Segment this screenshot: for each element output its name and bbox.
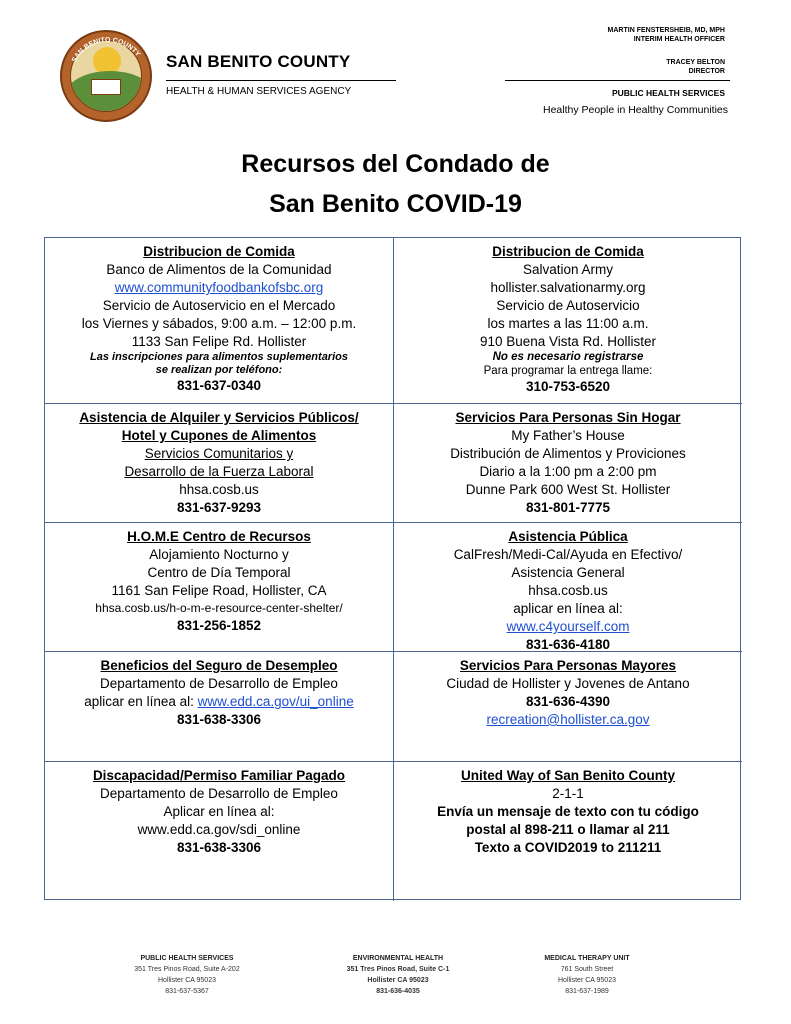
cell-phone: 310-753-6520 — [525, 379, 611, 394]
cell-line: Distribución de Alimentos y Proviciones — [450, 446, 686, 461]
cell-heading: Servicios Para Personas Mayores — [459, 658, 677, 673]
cell-line: Departamento de Desarrollo de Empleo — [100, 676, 338, 691]
cell-line: Servicio de Autoservicio en el Mercado — [102, 298, 336, 313]
footer-address: 351 Tres Pinos Road, Suite C-1 — [346, 966, 450, 973]
cell-line: los martes a las 11:00 a.m. — [487, 316, 649, 331]
resource-cell-food-bank — [45, 238, 394, 404]
food-bank-link[interactable]: www.communityfoodbankofsbc.org — [114, 280, 324, 295]
recreation-email-link[interactable]: recreation@hollister.ca.gov — [486, 712, 650, 727]
footer-phone: 831-637-1989 — [565, 988, 609, 995]
department-tagline: Healthy People in Healthy Communities — [542, 104, 728, 116]
cell-heading: United Way of San Benito County — [461, 768, 675, 783]
footer-title: PUBLIC HEALTH SERVICES — [140, 955, 234, 962]
cell-bold-line: Texto a COVID2019 to 211211 — [474, 840, 662, 855]
footer-title: MEDICAL THERAPY UNIT — [544, 955, 630, 962]
resource-cell-united-way — [394, 762, 742, 901]
svg-text:SAN BENITO COUNTY: SAN BENITO COUNTY — [70, 36, 142, 64]
cell-line: hhsa.cosb.us — [528, 583, 608, 598]
cell-line: Servicio de Autoservicio — [496, 298, 640, 313]
resource-cell-homeless-services — [394, 404, 742, 523]
footer-city: Hollister CA 95023 — [367, 977, 429, 984]
c4yourself-link[interactable]: www.c4yourself.com — [506, 619, 630, 634]
footer-phone: 831-637-5367 — [165, 988, 209, 995]
cell-line: Servicios Comunitarios y — [144, 446, 294, 461]
health-officer-name: MARTIN FENSTERSHEIB, MD, MPH — [607, 27, 725, 34]
header-divider-right — [505, 80, 730, 81]
director-block — [666, 58, 725, 76]
cell-line: hhsa.cosb.us/h-o-m-e-resource-center-shelter/ — [95, 601, 343, 615]
cell-line: 1161 San Felipe Road, Hollister, CA — [111, 583, 327, 598]
cell-line: 1133 San Felipe Rd. Hollister — [131, 334, 307, 349]
resource-cell-rental-assistance — [45, 404, 394, 523]
resource-cell-senior-services — [394, 652, 742, 762]
cell-line: My Father’s House — [511, 428, 625, 443]
cell-line: Alojamiento Nocturno y — [149, 547, 289, 562]
footer-phone: 831-636-4035 — [376, 988, 420, 995]
department-name: PUBLIC HEALTH SERVICES — [611, 88, 725, 98]
cell-heading: Beneficios del Seguro de Desempleo — [100, 658, 338, 673]
cell-phone: 831-801-7775 — [525, 500, 611, 515]
footer-city: Hollister CA 95023 — [158, 977, 216, 984]
footer-medical-therapy — [512, 953, 662, 997]
footer-address: 351 Tres Pinos Road, Suite A-202 — [134, 966, 240, 973]
cell-phone: 831-637-0340 — [176, 378, 262, 393]
footer-city: Hollister CA 95023 — [558, 977, 616, 984]
agency-name: SAN BENITO COUNTY — [166, 52, 351, 71]
director-name: TRACEY BELTON — [666, 59, 725, 66]
county-seal-logo — [60, 30, 152, 122]
cell-bold-line: Envía un mensaje de texto con tu código — [437, 804, 699, 819]
footer-title: ENVIRONMENTAL HEALTH — [352, 955, 444, 962]
cell-bold-line: postal al 898-211 o llamar al 211 — [466, 822, 670, 837]
cell-phone: 831-636-4180 — [525, 637, 611, 652]
cell-line: Aplicar en línea al: — [163, 804, 275, 819]
cell-line: Centro de Día Temporal — [147, 565, 291, 580]
resource-cell-salvation-army — [394, 238, 742, 404]
cell-line: 910 Buena Vista Rd. Hollister — [479, 334, 657, 349]
edd-ui-link[interactable]: www.edd.ca.gov/ui_online — [197, 694, 354, 709]
cell-note: se realizan por teléfono: — [155, 364, 283, 376]
cell-line: aplicar en línea al: — [513, 601, 623, 616]
resource-table — [44, 237, 741, 900]
cell-line: www.edd.ca.gov/sdi_online — [137, 822, 301, 837]
cell-phone: 831-637-9293 — [176, 500, 262, 515]
cell-phone: 831-638-3306 — [176, 840, 262, 855]
footer-public-health — [112, 953, 262, 997]
cell-line: hhsa.cosb.us — [179, 482, 259, 497]
resource-cell-public-assistance — [394, 523, 742, 652]
cell-line: Dunne Park 600 West St. Hollister — [465, 482, 671, 497]
cell-line: hollister.salvationarmy.org — [490, 280, 646, 295]
cell-heading: Hotel y Cupones de Alimentos — [121, 428, 317, 443]
cell-line: Banco de Alimentos de la Comunidad — [106, 262, 332, 277]
cell-line: Asistencia General — [511, 565, 625, 580]
cell-line-prefix: aplicar en línea al: — [84, 694, 198, 709]
cell-line: los Viernes y sábados, 9:00 a.m. – 12:00 p.m. — [81, 316, 357, 331]
resource-cell-unemployment — [45, 652, 394, 762]
cell-heading: Servicios Para Personas Sin Hogar — [455, 410, 681, 425]
cell-heading: Asistencia de Alquiler y Servicios Públicos/ — [79, 410, 359, 425]
page-title-line-2: San Benito COVID-19 — [269, 190, 522, 218]
cell-line: Ciudad de Hollister y Jovenes de Antano — [446, 676, 690, 691]
footer-environmental-health — [318, 953, 478, 997]
cell-note: Las inscripciones para alimentos suplementarios — [90, 351, 348, 363]
cell-phone: 831-256-1852 — [176, 618, 262, 633]
cell-line: Desarrollo de la Fuerza Laboral — [124, 464, 314, 479]
cell-line: CalFresh/Medi-Cal/Ayuda en Efectivo/ — [453, 547, 683, 562]
cell-line: Diario a la 1:00 pm a 2:00 pm — [479, 464, 657, 479]
cell-phone: 831-636-4390 — [525, 694, 611, 709]
health-officer-block — [608, 26, 725, 44]
cell-note: No es necesario registrarse — [492, 351, 644, 363]
cell-note: Para programar la entrega llame: — [483, 365, 653, 377]
cell-heading: Distribucion de Comida — [143, 244, 295, 259]
footer-address: 761 South Street — [560, 966, 614, 973]
cell-line: Departamento de Desarrollo de Empleo — [100, 786, 338, 801]
cell-line: Salvation Army — [522, 262, 614, 277]
director-title: DIRECTOR — [688, 68, 725, 75]
health-officer-title: INTERIM HEALTH OFFICER — [633, 36, 725, 43]
cell-phone: 831-638-3306 — [176, 712, 262, 727]
cell-heading: Asistencia Pública — [508, 529, 628, 544]
header-divider-left — [166, 80, 396, 81]
cell-heading: Distribucion de Comida — [492, 244, 644, 259]
seal-ring-text — [62, 32, 154, 124]
resource-cell-home-center — [45, 523, 394, 652]
cell-heading: H.O.M.E Centro de Recursos — [127, 529, 311, 544]
cell-line: 2-1-1 — [552, 786, 584, 801]
resource-cell-disability-leave — [45, 762, 394, 901]
agency-subtitle: HEALTH & HUMAN SERVICES AGENCY — [166, 86, 352, 97]
page-title-line-1: Recursos del Condado de — [241, 150, 550, 178]
cell-heading: Discapacidad/Permiso Familiar Pagado — [92, 768, 346, 783]
